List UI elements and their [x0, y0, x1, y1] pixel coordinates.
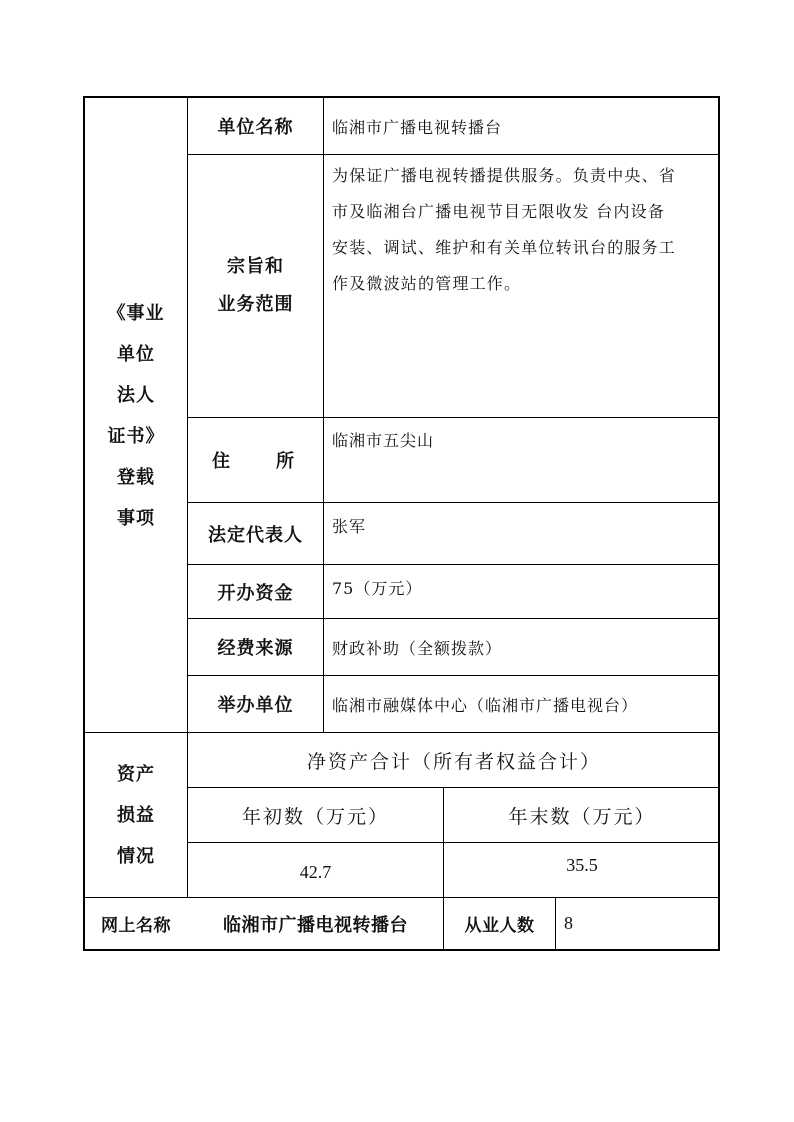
address-value: 临湘市五尖山 — [332, 431, 435, 450]
reg-label-line: 登载 — [117, 467, 155, 488]
legal-rep-value: 张军 — [332, 517, 367, 536]
purpose-line: 作及微波站的管理工作。 — [332, 274, 522, 293]
begin-of-year-label: 年初数（万元） — [241, 805, 389, 828]
assets-label-line: 资产 — [117, 763, 155, 785]
legal-rep-label: 法定代表人 — [208, 524, 303, 546]
net-assets-header: 净资产合计（所有者权益合计） — [306, 750, 601, 773]
unit-name-value: 临湘市广播电视转播台 — [332, 117, 503, 137]
address-label-char: 住 — [212, 451, 231, 472]
purpose-line: 安装、调试、维护和有关单位转讯台的服务工 — [332, 238, 677, 257]
unit-name-label: 单位名称 — [217, 117, 294, 138]
purpose-label-line: 业务范围 — [217, 294, 294, 315]
funding-label: 经费来源 — [217, 638, 294, 659]
assets-label-line: 损益 — [117, 804, 155, 826]
capital-label: 开办资金 — [217, 582, 294, 604]
capital-value: 75（万元） — [332, 579, 423, 598]
sponsor-value: 临湘市融媒体中心（临湘市广播电视台） — [332, 695, 639, 715]
registration-section-label — [85, 290, 187, 542]
grid-line — [555, 897, 556, 951]
reg-label-line: 证书》 — [107, 426, 165, 447]
funding-value: 财政补助（全额拨款） — [332, 638, 503, 658]
assets-section-label — [85, 733, 187, 897]
address-label — [188, 418, 323, 502]
begin-of-year-value: 42.7 — [299, 861, 332, 882]
online-name-label: 网上名称 — [101, 916, 171, 936]
grid-line — [323, 96, 324, 732]
staff-count-label: 从业人数 — [464, 916, 535, 936]
sponsor-label: 举办单位 — [217, 695, 294, 716]
reg-label-line: 单位 — [117, 344, 155, 365]
purpose-label-line: 宗旨和 — [227, 256, 284, 277]
purpose-line: 市及临湘台广播电视节目无限收发 台内设备 — [332, 202, 666, 221]
purpose-label — [188, 155, 323, 417]
assets-label-line: 情况 — [117, 845, 155, 867]
end-of-year-label: 年末数（万元） — [508, 805, 656, 828]
purpose-value — [332, 158, 717, 413]
end-of-year-value: 35.5 — [566, 854, 598, 875]
staff-count-value: 8 — [564, 913, 573, 933]
reg-label-line: 事项 — [117, 508, 155, 529]
online-name-value: 临湘市广播电视转播台 — [223, 914, 408, 936]
reg-label-line: 法人 — [117, 385, 155, 406]
purpose-line: 为保证广播电视转播提供服务。负责中央、省 — [332, 166, 677, 185]
reg-label-line: 《事业 — [107, 303, 165, 324]
address-label-char: 所 — [276, 451, 295, 472]
